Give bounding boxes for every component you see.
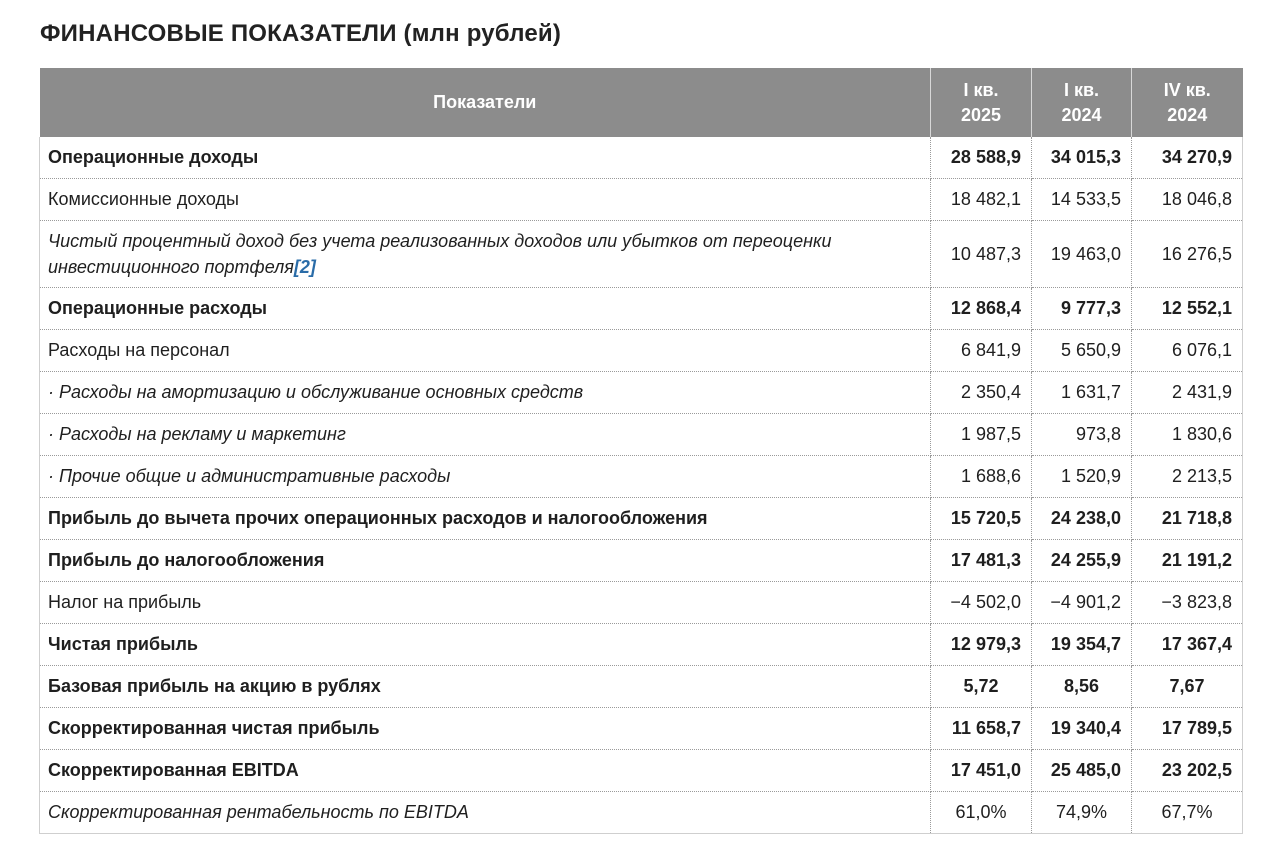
- row-value: 2 431,9: [1132, 372, 1243, 414]
- table-row: [40, 372, 1243, 414]
- row-label: Базовая прибыль на акцию в рублях: [40, 666, 931, 708]
- row-value: 24 255,9: [1032, 540, 1132, 582]
- column-header-line2: 2025: [960, 104, 1002, 125]
- row-value: 2 350,4: [931, 372, 1032, 414]
- table-row: [40, 498, 1243, 540]
- row-value: 17 481,3: [931, 540, 1032, 582]
- row-value: 61,0%: [931, 792, 1032, 834]
- row-value: −4 901,2: [1032, 582, 1132, 624]
- table-row: [40, 750, 1243, 792]
- row-value: 25 485,0: [1032, 750, 1132, 792]
- row-value: 7,67: [1132, 666, 1243, 708]
- financial-table: [39, 68, 1243, 834]
- row-value: 17 789,5: [1132, 708, 1243, 750]
- row-value: 19 340,4: [1032, 708, 1132, 750]
- table-row: [40, 792, 1243, 834]
- row-value: 9 777,3: [1032, 288, 1132, 330]
- row-value: 74,9%: [1032, 792, 1132, 834]
- row-value: 19 354,7: [1032, 624, 1132, 666]
- column-header-line1: I кв.: [963, 79, 999, 100]
- row-value: 21 718,8: [1132, 498, 1243, 540]
- table-row: [40, 666, 1243, 708]
- row-value: 16 276,5: [1132, 221, 1243, 288]
- table-row: [40, 288, 1243, 330]
- column-header-line2: 2024: [1167, 104, 1208, 125]
- row-value: 6 076,1: [1132, 330, 1243, 372]
- row-label: [40, 221, 931, 288]
- table-row: [40, 221, 1243, 288]
- row-label: Скорректированная чистая прибыль: [40, 708, 931, 750]
- row-value: 19 463,0: [1032, 221, 1132, 288]
- row-label: Операционные расходы: [40, 288, 931, 330]
- table-row: [40, 414, 1243, 456]
- row-value: 12 979,3: [931, 624, 1032, 666]
- row-label: Прибыль до налогообложения: [40, 540, 931, 582]
- table-row: [40, 330, 1243, 372]
- table-row: [40, 708, 1243, 750]
- row-value: 8,56: [1032, 666, 1132, 708]
- row-label: · Расходы на амортизацию и обслуживание основных средств: [40, 372, 931, 414]
- row-value: 28 588,9: [931, 137, 1032, 179]
- row-value: 12 868,4: [931, 288, 1032, 330]
- row-value: 5,72: [931, 666, 1032, 708]
- row-value: 1 830,6: [1132, 414, 1243, 456]
- row-value: 34 270,9: [1132, 137, 1243, 179]
- row-value: 5 650,9: [1032, 330, 1132, 372]
- row-value: 14 533,5: [1032, 179, 1132, 221]
- row-label: · Расходы на рекламу и маркетинг: [40, 414, 931, 456]
- table-row: [40, 456, 1243, 498]
- column-header-q1-2024: [1032, 68, 1132, 137]
- row-value: 18 482,1: [931, 179, 1032, 221]
- row-value: 1 688,6: [931, 456, 1032, 498]
- row-value: 18 046,8: [1132, 179, 1243, 221]
- row-value: 973,8: [1032, 414, 1132, 456]
- row-value: 1 520,9: [1032, 456, 1132, 498]
- table-row: [40, 540, 1243, 582]
- row-label: Комиссионные доходы: [40, 179, 931, 221]
- row-value: 10 487,3: [931, 221, 1032, 288]
- row-label: Скорректированная EBITDA: [40, 750, 931, 792]
- table-row: [40, 137, 1243, 179]
- row-value: 1 631,7: [1032, 372, 1132, 414]
- row-label: Скорректированная рентабельность по EBITDA: [40, 792, 931, 834]
- row-label: Операционные доходы: [40, 137, 931, 179]
- column-header-line1: I кв.: [1063, 79, 1100, 100]
- row-label: Чистая прибыль: [40, 624, 931, 666]
- row-value: 67,7%: [1132, 792, 1243, 834]
- column-header-line1: IV кв.: [1163, 79, 1211, 100]
- row-value: 1 987,5: [931, 414, 1032, 456]
- row-label: Расходы на персонал: [40, 330, 931, 372]
- row-value: −4 502,0: [931, 582, 1032, 624]
- row-value: 24 238,0: [1032, 498, 1132, 540]
- row-label: · Прочие общие и административные расходы: [40, 456, 931, 498]
- column-header-q1-2025: [931, 68, 1032, 137]
- row-value: 23 202,5: [1132, 750, 1243, 792]
- row-value: 2 213,5: [1132, 456, 1243, 498]
- row-value: 21 191,2: [1132, 540, 1243, 582]
- row-label: Налог на прибыль: [40, 582, 931, 624]
- row-value: 17 451,0: [931, 750, 1032, 792]
- column-header-q4-2024: [1132, 68, 1243, 137]
- row-value: 12 552,1: [1132, 288, 1243, 330]
- table-row: [40, 179, 1243, 221]
- row-value: 6 841,9: [931, 330, 1032, 372]
- column-header-indicators: Показатели: [40, 68, 931, 137]
- row-value: 11 658,7: [931, 708, 1032, 750]
- row-value: 15 720,5: [931, 498, 1032, 540]
- table-header: [40, 68, 1243, 137]
- row-value: 17 367,4: [1132, 624, 1243, 666]
- footnote-link[interactable]: [2]: [293, 257, 316, 277]
- row-label-text: Чистый процентный доход без учета реализованных доходов или убытков от переоценки инвестиционного портфеля: [48, 231, 832, 277]
- row-value: 34 015,3: [1032, 137, 1132, 179]
- row-label: Прибыль до вычета прочих операционных расходов и налогообложения: [40, 498, 931, 540]
- row-value: −3 823,8: [1132, 582, 1243, 624]
- table-row: [40, 582, 1243, 624]
- table-row: [40, 624, 1243, 666]
- column-header-line2: 2024: [1061, 104, 1102, 125]
- page-title: ФИНАНСОВЫЕ ПОКАЗАТЕЛИ (млн рублей): [40, 20, 562, 47]
